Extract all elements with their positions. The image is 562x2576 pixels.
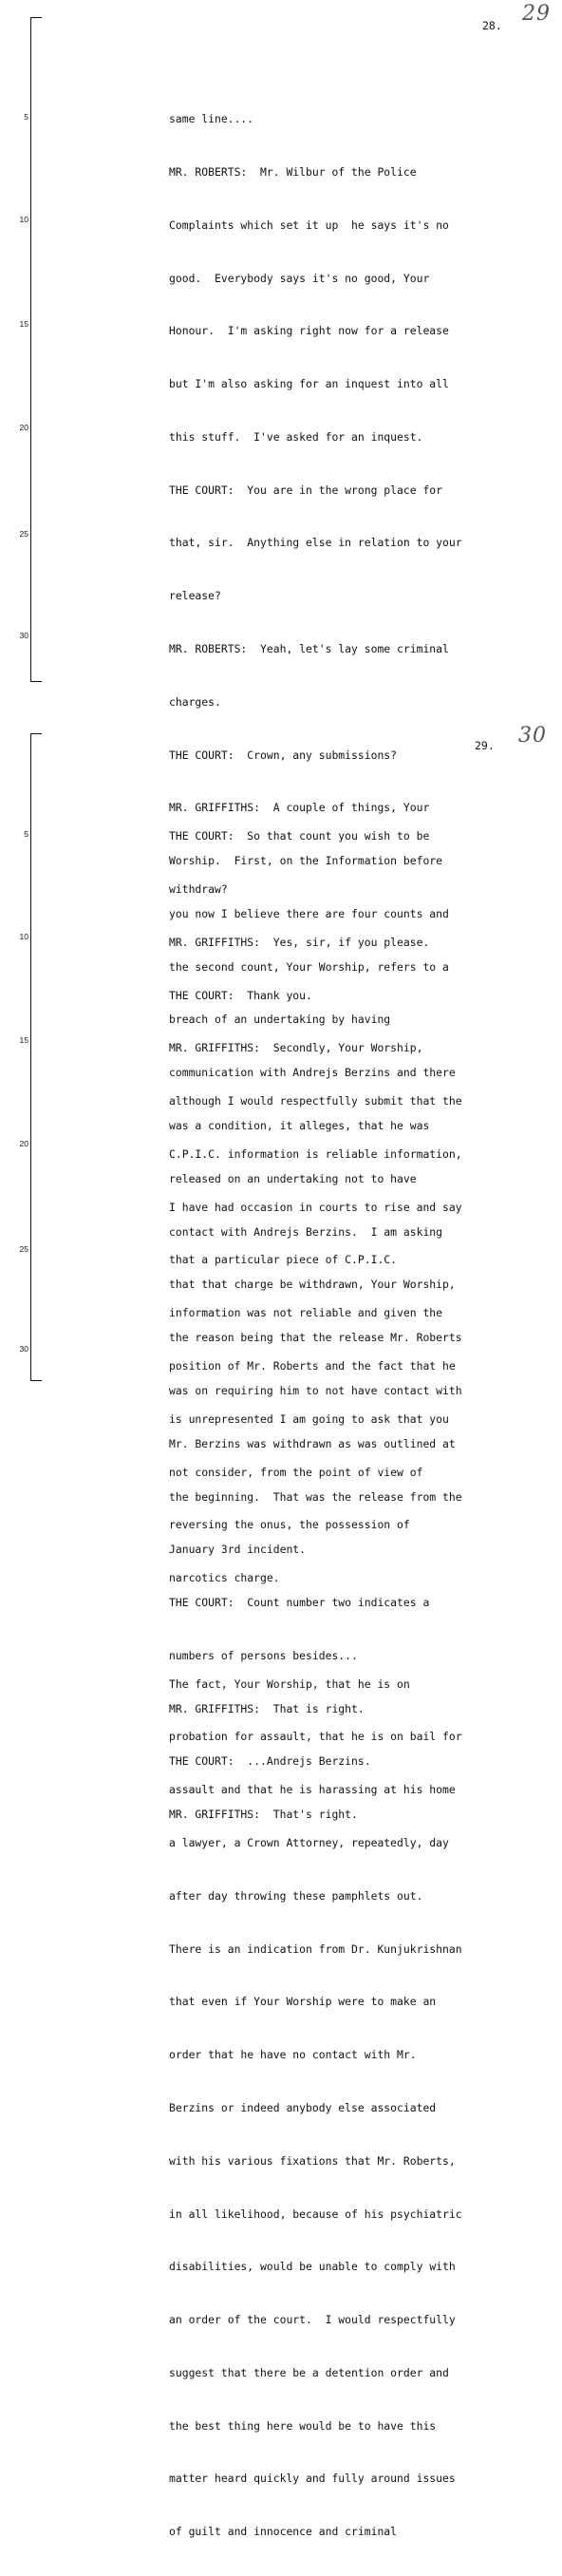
transcript-line: MR. GRIFFITHS: A couple of things, Your: [169, 801, 430, 815]
transcript-line: probation for assault, that he is on bail for: [169, 1730, 462, 1744]
transcript-line: in all likelihood, because of his psychiatric: [169, 2207, 462, 2221]
transcript-line: that that charge be withdrawn, Your Worship,: [169, 1278, 456, 1292]
transcript-line: the second count, Your Worship, refers to a: [169, 959, 449, 974]
transcript-line: released on an undertaking not to have: [169, 1171, 417, 1185]
page-bracket-top: [30, 17, 42, 18]
paragraph-gap: [169, 1622, 462, 1640]
transcript-line: after day throwing these pamphlets out.: [169, 1888, 423, 1903]
transcript-line: THE COURT: So that count you wish to be: [169, 829, 430, 843]
transcript-line: MR. ROBERTS: Mr. Wilbur of the Police: [169, 164, 417, 179]
transcript-text: [169, 792, 462, 2576]
line-marker: 10: [19, 215, 28, 224]
transcript-line: There is an indication from Dr. Kunjukrishnan: [169, 1941, 462, 1956]
transcript-line: suggest that there be a detention order and: [169, 2365, 449, 2379]
line-marker: 15: [19, 1035, 28, 1045]
transcript-line: THE COURT: ...Andrejs Berzins.: [169, 1754, 371, 1769]
line-marker: 10: [19, 932, 28, 941]
transcript-line: of guilt and innocence and criminal: [169, 2525, 398, 2539]
transcript-line: contact with Andrejs Berzins. I am asking: [169, 1224, 443, 1239]
transcript-line: is unrepresented I am going to ask that you: [169, 1411, 449, 1426]
line-marker: 30: [19, 631, 28, 640]
transcript-line: THE COURT: Thank you.: [169, 988, 312, 1002]
line-marker: 5: [24, 829, 28, 839]
transcript-line: a lawyer, a Crown Attorney, repeatedly, day: [169, 1836, 449, 1850]
transcript-line: reversing the onus, the possession of: [169, 1518, 410, 1532]
transcript-line: information was not reliable and given the: [169, 1306, 443, 1320]
transcript-line: with his various fixations that Mr. Roberts,: [169, 2153, 456, 2168]
transcript-line: Mr. Berzins was withdrawn as was outlined at: [169, 1436, 456, 1450]
transcript-line: THE COURT: Count number two indicates a: [169, 1596, 430, 1610]
transcript-line: that, sir. Anything else in relation to your: [169, 536, 462, 550]
transcript-line: MR. GRIFFITHS: Yes, sir, if you please.: [169, 935, 430, 949]
transcript-line: THE COURT: You are in the wrong place for: [169, 483, 443, 497]
transcript-line: MR. GRIFFITHS: That's right.: [169, 1808, 358, 1822]
transcript-line: that a particular piece of C.P.I.C.: [169, 1253, 398, 1267]
transcript-line: order that he have no contact with Mr.: [169, 2048, 417, 2062]
transcript-line: the best thing here would be to have this: [169, 2418, 437, 2433]
transcript-line: was a condition, it alleges, that he was: [169, 1119, 430, 1133]
transcript-line: you now I believe there are four counts and: [169, 906, 449, 920]
transcript-line: Honour. I'm asking right now for a release: [169, 324, 449, 338]
transcript-line: narcotics charge.: [169, 1571, 280, 1585]
line-marker: 5: [24, 112, 28, 122]
page-bracket-bottom: [30, 681, 42, 682]
page-bracket-left: [30, 733, 31, 1381]
transcript-line: MR. GRIFFITHS: Secondly, Your Worship,: [169, 1041, 423, 1055]
transcript-line: the beginning. That was the release from the: [169, 1489, 462, 1504]
transcript-line: matter heard quickly and fully around issues: [169, 2472, 456, 2486]
transcript-line: THE COURT: Crown, any submissions?: [169, 748, 398, 762]
transcript-line: The fact, Your Worship, that he is on: [169, 1676, 410, 1691]
transcript-line: withdraw?: [169, 881, 228, 896]
line-marker: 20: [19, 423, 28, 432]
transcript-line: January 3rd incident.: [169, 1543, 307, 1557]
transcript-line: I have had occasion in courts to rise and say: [169, 1200, 462, 1214]
transcript-line: not consider, from the point of view of: [169, 1465, 423, 1479]
handwritten-page-number: 29: [522, 2, 551, 26]
transcript-line: although I would respectfully submit that the: [169, 1094, 462, 1108]
transcript-line: numbers of persons besides...: [169, 1648, 358, 1662]
transcript-line: an order of the court. I would respectfully: [169, 2313, 456, 2327]
page-number: 29.: [475, 739, 495, 752]
transcript-line: position of Mr. Roberts and the fact that he: [169, 1359, 456, 1373]
handwritten-page-number: 30: [518, 724, 547, 748]
transcript-line: that even if Your Worship were to make an: [169, 1995, 437, 2009]
line-marker: 15: [19, 319, 28, 329]
transcript-line: this stuff. I've asked for an inquest.: [169, 429, 423, 444]
transcript-line: Berzins or indeed anybody else associated: [169, 2100, 437, 2114]
transcript-line: C.P.I.C. information is reliable information,: [169, 1146, 462, 1161]
page-bracket-bottom: [30, 1380, 42, 1381]
transcript-line: breach of an undertaking by having: [169, 1013, 391, 1027]
transcript-line: the reason being that the release Mr. Roberts: [169, 1331, 462, 1345]
transcript-line: assault and that he is harassing at his home: [169, 1783, 456, 1797]
transcript-line: Worship. First, on the Information before: [169, 854, 443, 868]
page-bracket-top: [30, 733, 42, 734]
transcript-line: disabilities, would be unable to comply with: [169, 2260, 456, 2274]
transcript-line: but I'm also asking for an inquest into all: [169, 377, 449, 391]
line-marker: 30: [19, 1344, 28, 1354]
line-marker: 25: [19, 1244, 28, 1254]
transcript-line: MR. ROBERTS: Yeah, let's lay some criminal: [169, 642, 449, 655]
transcript-line: was on requiring him to not have contact with: [169, 1383, 462, 1397]
transcript-line: same line....: [169, 112, 254, 126]
transcript-line: good. Everybody says it's no good, Your: [169, 271, 430, 285]
transcript-line: MR. GRIFFITHS: That is right.: [169, 1701, 365, 1715]
transcript-line: charges.: [169, 694, 221, 709]
line-marker: 20: [19, 1139, 28, 1148]
transcript-line: Complaints which set it up he says it's no: [169, 218, 449, 232]
page-bracket-left: [30, 17, 31, 682]
transcript-line: communication with Andrejs Berzins and there: [169, 1066, 456, 1080]
page-number: 28.: [482, 19, 502, 32]
line-marker: 25: [19, 529, 28, 539]
transcript-line: release?: [169, 589, 221, 603]
